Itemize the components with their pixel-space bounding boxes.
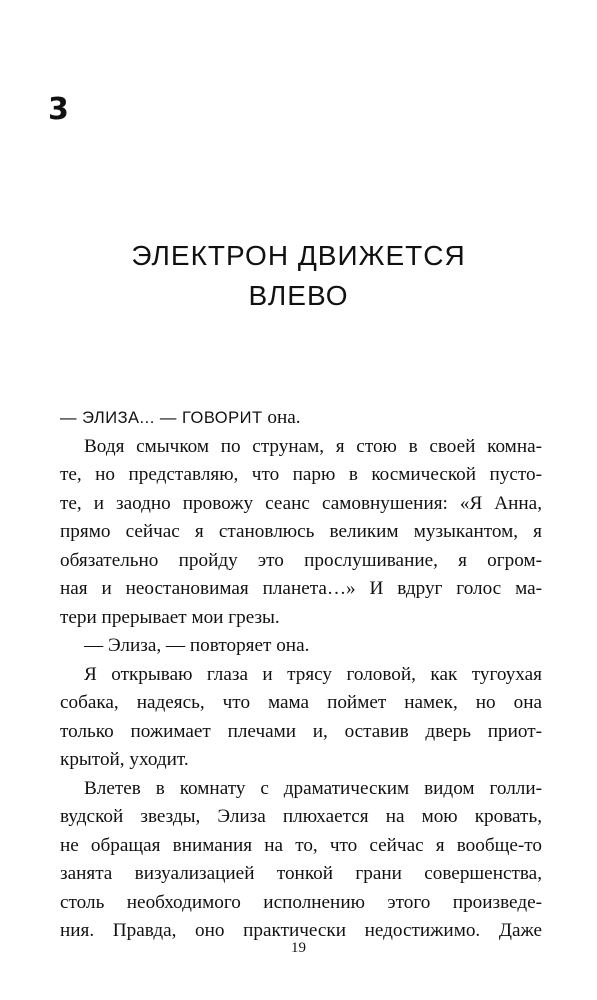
text-line: только пожимает плечами и, оставив дверь приот- [60, 720, 542, 742]
text-line [60, 404, 542, 433]
chapter-number: 3 [48, 92, 69, 127]
text-line: Водя смычком по струнам, я стою в своей комна- [84, 435, 542, 457]
chapter-title-line-1: ЭЛЕКТРОН ДВИЖЕТСЯ [131, 240, 466, 271]
text-line: не обращая внимания на то, что сейчас я вообще-то [60, 834, 542, 856]
text-line: собака, надеясь, что мама поймет намек, но она [60, 692, 542, 713]
text-line: ная и неостановимая планета…» И вдруг голос ма- [60, 578, 542, 599]
text-line: вудской звезды, Элиза плюхается на мою кровать, [60, 806, 542, 827]
chapter-title-line-2: ВЛЕВО [248, 280, 349, 311]
text-line: Влетев в комнату с драматическим видом голли- [84, 777, 542, 799]
text-line: занята визуализацией тонкой грани совершенства, [60, 863, 542, 884]
text-line: обязательно пройду это прослушивание, я огром- [60, 549, 542, 571]
text-line: тери прерывает мои грезы. [60, 606, 280, 628]
page-number: 19 [291, 940, 306, 956]
body-text [60, 404, 542, 946]
text-line: те, и заодно провожу сеанс самовнушения: «Я Анна, [60, 492, 542, 514]
text-line: столь необходимого исполнению этого произведе- [60, 891, 542, 913]
text-line: те, но представляю, что парю в космической пусто- [60, 464, 542, 485]
text-line: прямо сейчас я становлюсь великим музыкантом, я [60, 521, 542, 542]
chapter-title [0, 236, 597, 316]
text-line: крытой, уходит. [60, 749, 189, 770]
dialogue-rest: она. [262, 407, 301, 428]
text-line: ния. Правда, оно практически недостижимо. Даже [60, 920, 542, 941]
dialogue-caps: — ЭЛИЗА... — ГОВОРИТ [60, 409, 263, 427]
text-line: Я открываю глаза и трясу головой, как тугоухая [84, 663, 542, 685]
text-line: — Элиза, — повторяет она. [84, 635, 310, 656]
